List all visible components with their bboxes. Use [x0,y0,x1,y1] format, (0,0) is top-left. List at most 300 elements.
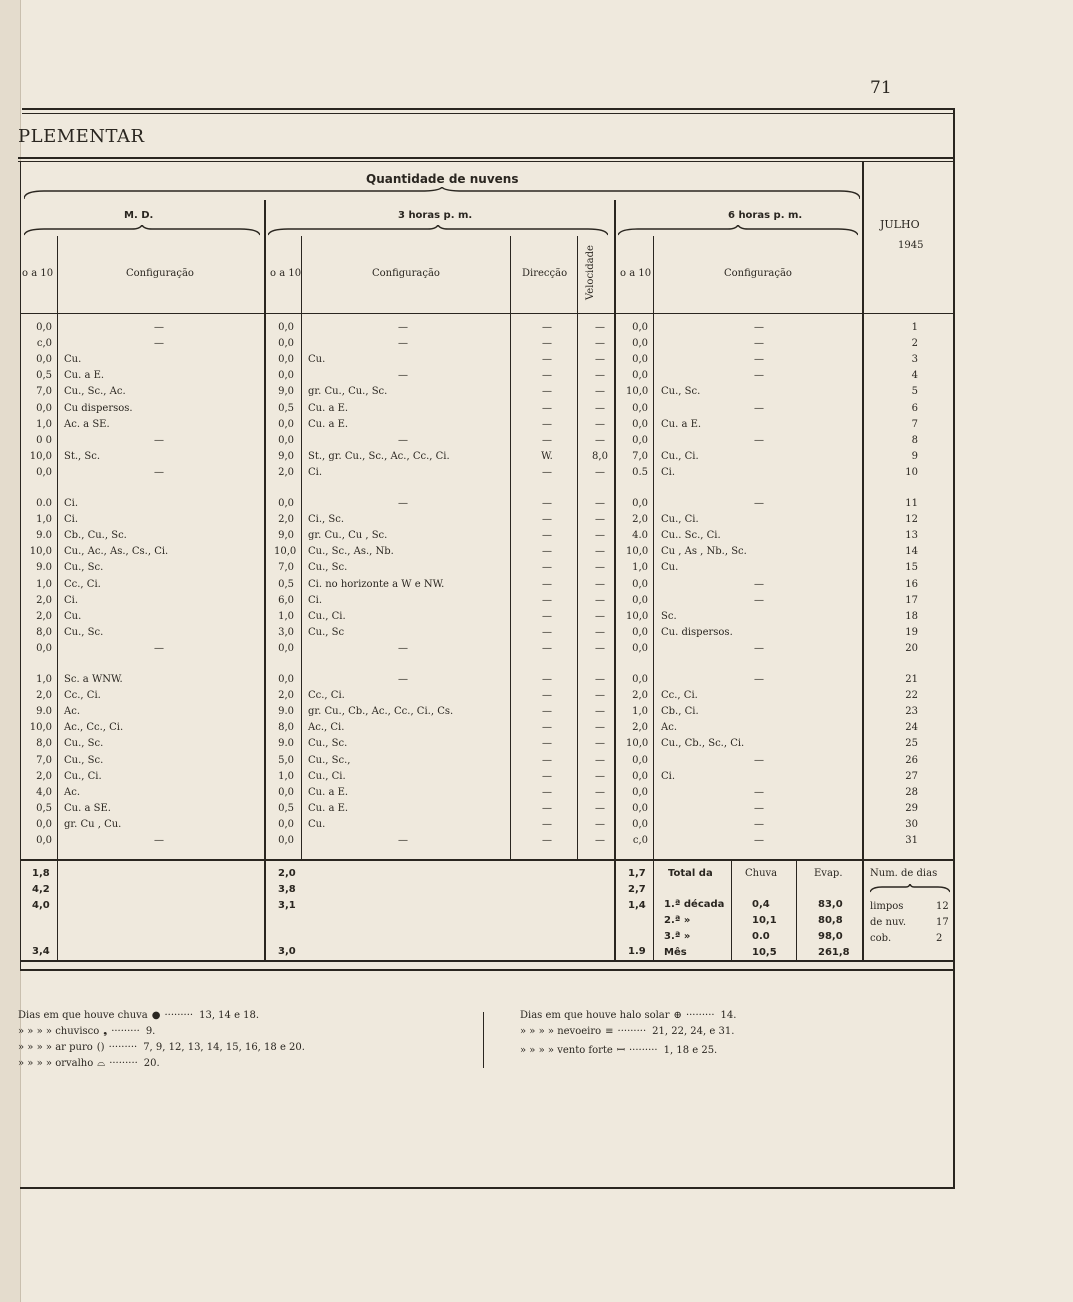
md-config: gr. Cu , Cu. [64,818,122,830]
md-config: Cu., Sc. [64,754,104,766]
md-value: 7,0 [36,754,52,766]
day-number: 11 [905,498,918,509]
day-number: 9 [911,450,918,462]
h3-dash: — [398,642,408,654]
day-number: 21 [905,674,918,685]
direction: — [542,754,552,766]
table-row [18,835,958,851]
md-config: Cu., Sc. [64,738,104,750]
md-mean: 3,4 [32,946,50,957]
velocity: — [595,818,605,830]
h3-value: 9,0 [278,386,294,398]
md-config: Cc., Ci. [64,578,101,590]
velocity: — [595,418,605,430]
day-number: 15 [905,562,918,574]
h3-config: Ci., Sc. [308,514,345,526]
direction: — [542,835,552,846]
h3-config: St., gr. Cu., Sc., Ac., Cc., Ci. [308,450,450,462]
h3-dash: — [398,498,408,509]
h3-value: 0,0 [278,786,294,798]
h6-config: Cu., Cb., Sc., Ci. [661,738,745,750]
md-value: 0,0 [36,466,52,478]
footnote-label: » » » » orvalho [18,1058,94,1069]
3h-brace [268,225,608,237]
md-value: 1,0 [36,418,52,430]
h3-config: Cu., Sc., [308,754,351,766]
h6-value: 0,0 [632,370,648,382]
direction: — [542,722,552,734]
velocity: — [595,786,605,798]
h6-dash: — [754,338,764,350]
h3-value: 0,0 [278,322,294,333]
md-config: Cu. [64,354,82,366]
h3-config: gr. Cu., Cb., Ac., Cc., Ci., Cs. [308,706,454,718]
velocity: — [595,722,605,734]
h3-value: 0,0 [278,674,294,685]
h3-dash: — [398,370,408,382]
day-number: 5 [911,386,918,398]
velocity: — [595,578,605,590]
days-label: cob. [870,933,892,944]
velocity: — [595,754,605,766]
direction: — [542,434,552,446]
decade-evap: 80,8 [818,915,843,926]
md-config: St., Sc. [64,450,101,462]
h3-config: Cu. a E. [308,802,349,814]
decade-label: 3.ª » [664,931,691,942]
h6-value: 0,0 [632,434,648,446]
evap-label: Evap. [814,868,843,879]
velocity: 8,0 [592,450,608,462]
md-mean: 4,0 [32,900,50,911]
h3-value: 2,0 [278,690,294,702]
h6-value: 1,0 [632,706,648,718]
table-row [18,386,958,402]
h6-config: Cu., Ci. [661,514,699,526]
md-value: 0,0 [36,402,52,414]
leader-dots: ········· [617,1026,647,1037]
table-row [18,498,958,514]
day-number: 2 [911,338,918,350]
footnote-values: 14. [720,1010,737,1021]
h6-value: 2,0 [632,722,648,734]
footnote-symbol-icon: ⊕ [673,1010,682,1021]
md-config: Sc. a WNW. [64,674,123,685]
table-row [18,435,958,451]
footnote-label: » » » » ar puro [18,1042,93,1053]
h3-value: 10,0 [274,546,297,558]
direction: — [542,642,552,654]
h3-mean: 2,0 [278,868,296,879]
velocity: — [595,370,605,382]
h3-dash: — [398,434,408,446]
col-md-scale: o a 10 [22,268,54,279]
leader-dots: ········· [108,1042,138,1053]
decade-chuva: 10,5 [752,947,777,958]
direction: — [542,386,552,398]
md-value: 10,0 [29,546,52,558]
footnote-values: 7, 9, 12, 13, 14, 15, 16, 18 e 20. [143,1042,305,1053]
direction: — [542,802,552,814]
footnote-divider [483,1012,484,1068]
direction: — [542,594,552,606]
table-row [18,354,958,370]
md-config: Ci. [64,594,79,606]
md-value: 4,0 [36,786,52,798]
h3-config: Ci. [308,594,323,606]
header-md: M. D. [124,210,154,221]
h6-value: 0,0 [632,754,648,766]
table-row [18,819,958,835]
h3-config: gr. Cu., Cu , Sc. [308,530,388,542]
leader-dots: ········· [109,1058,138,1069]
velocity: — [595,690,605,702]
direction: — [542,626,552,638]
total-label: Total da [668,868,713,879]
page-bottom-rule [20,1187,955,1189]
table-row [18,787,958,803]
h3-dash: — [398,674,408,685]
md-config: Cb., Cu., Sc. [64,530,127,542]
footnote-values: 21, 22, 24, e 31. [652,1026,735,1037]
direction: — [542,610,552,622]
table-row [18,514,958,530]
table-row [18,403,958,419]
header-year: 1945 [898,240,924,251]
h3-mean: 3,0 [278,946,296,957]
md-value: 2,0 [36,690,52,702]
day-number: 7 [911,418,918,430]
day-number: 6 [911,402,918,414]
col-direction: Direcção [522,268,568,279]
h6-mean: 1,7 [628,868,646,879]
h6-value: 1,0 [632,562,648,574]
md-value: 2,0 [36,770,52,782]
footnote-symbol-icon: () [96,1042,105,1053]
direction: — [542,466,552,478]
velocity: — [595,802,605,814]
h6-mean: 2,7 [628,884,646,895]
table-row [18,595,958,611]
footnote-line [520,1026,734,1037]
h6-value: 0,0 [632,626,648,638]
velocity: — [595,706,605,718]
direction: — [542,418,552,430]
velocity: — [595,434,605,446]
h6-mean: 1,4 [628,900,646,911]
md-config: Ac., Cc., Ci. [64,722,124,734]
h3-config: Cu., Ci. [308,610,346,622]
day-number: 26 [905,754,918,766]
header-6h: 6 horas p. m. [728,210,803,221]
h6-value: 0,0 [632,786,648,798]
footnote-symbol-icon: ❟ [103,1026,108,1037]
md-mean: 4,2 [32,884,50,895]
h6-value: 10,0 [626,738,649,750]
md-dash: — [154,835,164,846]
velocity: — [595,674,605,685]
h3-value: 0,0 [278,338,294,350]
direction: — [542,546,552,558]
md-config: Cc., Ci. [64,690,101,702]
velocity: — [595,498,605,509]
table-row [18,611,958,627]
day-number: 4 [911,370,918,382]
velocity: — [595,770,605,782]
day-number: 31 [905,835,918,846]
table-row [18,690,958,706]
h3-config: Cu., Sc., As., Nb. [308,546,394,558]
h3-value: 5,0 [278,754,294,766]
h6-value: 2,0 [632,690,648,702]
footnote-label: » » » » chuvisco [18,1026,100,1037]
md-value: 10,0 [29,450,52,462]
days-label: limpos [870,901,904,912]
direction: — [542,674,552,685]
md-value: 0,5 [36,802,52,814]
h3-value: 9.0 [278,706,294,718]
day-number: 8 [911,434,918,446]
h6-value: 0,0 [632,322,648,333]
6h-brace [618,225,858,237]
days-label: de nuv. [870,917,907,928]
h6-config: Cu.. Sc., Ci. [661,530,721,542]
decade-chuva: 10,1 [752,915,777,926]
day-number: 10 [905,466,918,478]
day-number: 22 [905,690,918,702]
decade-chuva: 0.0 [752,931,770,942]
h6-value: 0,0 [632,770,648,782]
table-row [18,370,958,386]
h6-config: Ci. [661,770,676,782]
h6-config: Ac. [661,722,678,734]
table-row [18,338,958,354]
table-row [18,722,958,738]
md-value: 10,0 [29,722,52,734]
days-value: 2 [936,933,943,944]
h6-value: 0,0 [632,642,648,654]
velocity: — [595,514,605,526]
md-value: 0,5 [36,370,52,382]
direction: — [542,706,552,718]
chuva-label: Chuva [745,868,778,879]
h6-config: Cu. dispersos. [661,626,733,638]
md-value: 9.0 [36,562,52,574]
table-row [18,419,958,435]
md-value: 9.0 [36,530,52,542]
md-config: Ci. [64,498,79,509]
h6-value: 0.5 [632,466,648,478]
leader-dots: ········· [164,1010,194,1021]
table-row [18,771,958,787]
md-config: Cu., Sc., Ac. [64,386,126,398]
h6-value: 0,0 [632,418,648,430]
md-config: Cu., Ci. [64,770,102,782]
velocity: — [595,322,605,333]
h3-config: Cu. a E. [308,402,349,414]
table-row [18,451,958,467]
md-config: Cu., Sc. [64,562,104,574]
summary-top-rule [20,859,955,861]
h3-value: 3,0 [278,626,294,638]
day-number: 18 [905,610,918,622]
md-dash: — [154,338,164,350]
h6-dash: — [754,642,764,654]
h3-value: 6,0 [278,594,294,606]
h6-config: Cc., Ci. [661,690,698,702]
h3-config: Cu., Sc. [308,738,348,750]
md-dash: — [154,642,164,654]
direction: — [542,338,552,350]
h3-value: 2,0 [278,466,294,478]
day-number: 25 [905,738,918,750]
direction: — [542,530,552,542]
days-brace [870,884,950,894]
h3-config: Ac., Ci. [308,722,345,734]
h6-dash: — [754,434,764,446]
h6-config: Cu , As , Nb., Sc. [661,546,747,558]
footnote-label: » » » » nevoeiro [520,1026,602,1037]
md-value: 1,0 [36,674,52,685]
h6-dash: — [754,818,764,830]
footnote-symbol-icon: ⌓ [97,1058,106,1069]
h3-value: 0,5 [278,802,294,814]
h3-dash: — [398,322,408,333]
velocity: — [595,466,605,478]
h6-dash: — [754,498,764,509]
day-number: 24 [905,722,918,734]
header-bottom-rule [20,313,955,314]
footnote-values: 13, 14 e 18. [199,1010,260,1021]
h3-value: 1,0 [278,610,294,622]
footnote-values: 1, 18 e 25. [663,1045,718,1056]
velocity: — [595,354,605,366]
footnote-line [18,1010,259,1021]
footnote-line [520,1042,717,1056]
direction: — [542,562,552,574]
day-number: 29 [905,802,918,814]
h6-dash: — [754,674,764,685]
section-title: PLEMENTAR [18,126,145,147]
md-dash: — [154,434,164,446]
decade-evap: 98,0 [818,931,843,942]
h3-config: gr. Cu., Cu., Sc. [308,386,388,398]
md-value: 0,0 [36,354,52,366]
h6-dash: — [754,754,764,766]
footnote-label: » » » » vento forte [520,1045,613,1056]
day-number: 13 [905,530,918,542]
velocity: — [595,610,605,622]
h6-value: 0,0 [632,338,648,350]
velocity: — [595,594,605,606]
h6-config: Cu., Ci. [661,450,699,462]
md-config: Cu., Sc. [64,626,104,638]
table-row [18,530,958,546]
col-3h-config: Configuração [372,268,440,279]
h3-mean: 3,8 [278,884,296,895]
day-number: 28 [905,786,918,798]
md-config: Cu. [64,610,82,622]
table-row [18,546,958,562]
footnote-line [18,1026,155,1037]
h6-dash: — [754,835,764,846]
days-value: 12 [936,901,949,912]
day-number: 17 [905,594,918,606]
h3-value: 0,0 [278,370,294,382]
table-row [18,803,958,819]
table-row [18,755,958,771]
day-number: 1 [911,322,918,333]
footnote-line [18,1058,160,1069]
h6-mean: 1.9 [628,946,646,957]
h3-value: 0,0 [278,354,294,366]
leader-dots: ········· [685,1010,715,1021]
h6-value: 0,0 [632,594,648,606]
velocity: — [595,835,605,846]
days-value: 17 [936,917,949,928]
md-value: c,0 [36,338,52,350]
decade-label: 1.ª década [664,899,725,910]
table-row [18,322,958,338]
h3-config: Ci. no horizonte a W e NW. [308,578,445,590]
direction: — [542,370,552,382]
h3-value: 0,0 [278,818,294,830]
velocity: — [595,738,605,750]
md-mean: 1,8 [32,868,50,879]
md-value: 0,0 [36,835,52,846]
h6-dash: — [754,370,764,382]
md-config: Cu. a E. [64,370,105,382]
h6-dash: — [754,322,764,333]
md-value: 9.0 [36,706,52,718]
h6-value: 0,0 [632,674,648,685]
md-value: 0.0 [36,498,52,509]
table-row [18,674,958,690]
h3-config: Cu., Sc. [308,562,348,574]
direction: — [542,354,552,366]
h6-value: 10,0 [626,386,649,398]
top-rule [22,108,954,110]
h3-value: 0,5 [278,578,294,590]
h6-value: 10,0 [626,546,649,558]
h6-value: 2,0 [632,514,648,526]
velocity: — [595,562,605,574]
md-value: 2,0 [36,594,52,606]
day-number: 16 [905,578,918,590]
h3-config: Cu., Ci. [308,770,346,782]
direction: W. [541,450,553,462]
direction: — [542,402,552,414]
direction: — [542,322,552,333]
md-value: 0,0 [36,818,52,830]
h3-config: Ci. [308,466,323,478]
direction: — [542,498,552,509]
md-value: 1,0 [36,514,52,526]
h3-value: 0,5 [278,402,294,414]
footnote-label: Dias em que houve halo solar [520,1010,670,1021]
h6-config: Cu. a E. [661,418,702,430]
md-value: 0 0 [36,434,52,446]
h3-config: Cu. a E. [308,418,349,430]
day-number: 3 [911,354,918,366]
h3-value: 1,0 [278,770,294,782]
h6-dash: — [754,802,764,814]
h6-value: c,0 [632,835,648,846]
h6-dash: — [754,594,764,606]
h6-dash: — [754,402,764,414]
day-number: 20 [905,642,918,654]
h6-config: Cu. [661,562,679,574]
